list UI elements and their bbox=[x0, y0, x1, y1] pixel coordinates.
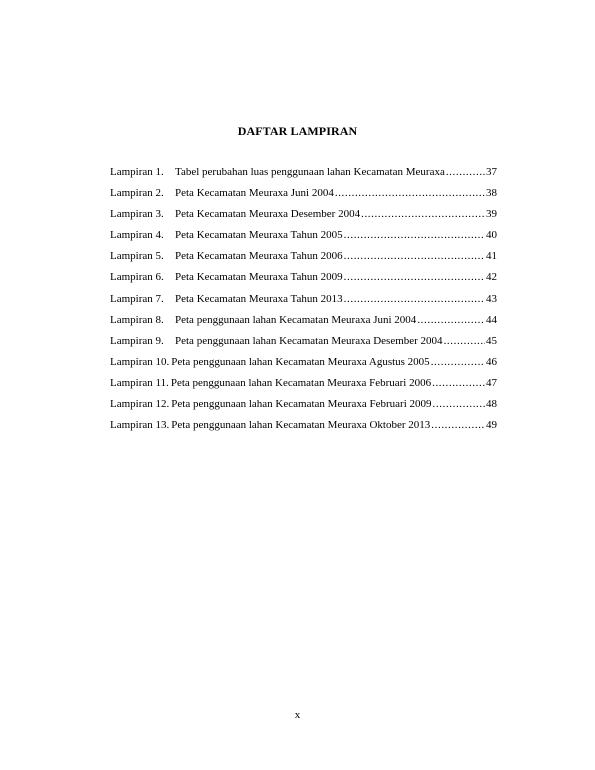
appendix-label: Lampiran 10. bbox=[110, 355, 170, 368]
appendix-list bbox=[110, 166, 497, 440]
appendix-title: Peta penggunaan lahan Kecamatan Meuraxa Oktober 2013 bbox=[171, 419, 431, 432]
appendix-title: Peta penggunaan lahan Kecamatan Meuraxa Desember 2004 bbox=[175, 334, 443, 347]
list-item bbox=[110, 229, 497, 250]
list-item bbox=[110, 398, 497, 419]
list-item bbox=[110, 419, 497, 440]
appendix-title: Peta penggunaan lahan Kecamatan Meuraxa Juni 2004 bbox=[175, 313, 417, 326]
appendix-title: Peta penggunaan lahan Kecamatan Meuraxa Februari 2006 bbox=[170, 376, 432, 389]
dot-leader bbox=[344, 293, 485, 306]
appendix-title: Peta penggunaan lahan Kecamatan Meuraxa Februari 2009 bbox=[171, 398, 432, 411]
dot-leader bbox=[417, 314, 485, 327]
page-number: x bbox=[294, 709, 301, 721]
appendix-page-number: 37 bbox=[486, 166, 497, 178]
appendix-label: Lampiran 5. bbox=[110, 250, 164, 263]
appendix-label: Lampiran 9. bbox=[110, 334, 164, 347]
appendix-title: Peta Kecamatan Meuraxa Tahun 2006 bbox=[175, 250, 343, 263]
appendix-page-number: 47 bbox=[486, 376, 497, 389]
appendix-page-number: 38 bbox=[486, 187, 497, 200]
dot-leader bbox=[361, 208, 485, 221]
appendix-title: Peta Kecamatan Meuraxa Tahun 2013 bbox=[175, 292, 343, 305]
appendix-title: Peta Kecamatan Meuraxa Desember 2004 bbox=[175, 208, 361, 221]
list-item bbox=[110, 166, 497, 187]
page-title: DAFTAR LAMPIRAN bbox=[237, 124, 358, 138]
appendix-page-number: 48 bbox=[486, 398, 497, 411]
appendix-label: Lampiran 2. bbox=[110, 187, 164, 200]
appendix-label: Lampiran 1. bbox=[110, 166, 164, 178]
list-item bbox=[110, 356, 497, 377]
dot-leader bbox=[344, 229, 485, 242]
appendix-page-number: 39 bbox=[486, 208, 497, 221]
list-item bbox=[110, 377, 497, 398]
list-item bbox=[110, 208, 497, 229]
appendix-label: Lampiran 13. bbox=[110, 419, 170, 432]
dot-leader bbox=[335, 187, 485, 200]
appendix-title: Tabel perubahan luas penggunaan lahan Kecamatan Meuraxa bbox=[175, 166, 445, 178]
dot-leader bbox=[431, 419, 485, 432]
appendix-page-number: 44 bbox=[486, 313, 497, 326]
dot-leader bbox=[344, 250, 485, 263]
appendix-page-number: 46 bbox=[486, 355, 497, 368]
dot-leader bbox=[344, 271, 485, 284]
dot-leader bbox=[446, 166, 485, 179]
list-item bbox=[110, 335, 497, 356]
appendix-label: Lampiran 6. bbox=[110, 271, 164, 284]
appendix-label: Lampiran 3. bbox=[110, 208, 164, 221]
appendix-label: Lampiran 12. bbox=[110, 398, 170, 411]
appendix-page-number: 45 bbox=[486, 334, 497, 347]
dot-leader bbox=[432, 377, 485, 390]
appendix-title: Peta Kecamatan Meuraxa Juni 2004 bbox=[175, 187, 334, 200]
appendix-page-number: 42 bbox=[486, 271, 497, 284]
dot-leader bbox=[444, 335, 485, 348]
list-item bbox=[110, 293, 497, 314]
appendix-page-number: 49 bbox=[486, 419, 497, 432]
appendix-label: Lampiran 7. bbox=[110, 292, 164, 305]
appendix-label: Lampiran 11. bbox=[110, 376, 169, 389]
list-item bbox=[110, 250, 497, 271]
appendix-title: Peta Kecamatan Meuraxa Tahun 2009 bbox=[175, 271, 343, 284]
appendix-label: Lampiran 8. bbox=[110, 313, 164, 326]
appendix-label: Lampiran 4. bbox=[110, 229, 164, 242]
appendix-title: Peta Kecamatan Meuraxa Tahun 2005 bbox=[175, 229, 343, 242]
appendix-page-number: 40 bbox=[486, 229, 497, 242]
appendix-page-number: 43 bbox=[486, 292, 497, 305]
dot-leader bbox=[433, 398, 486, 411]
appendix-page-number: 41 bbox=[486, 250, 497, 263]
list-item bbox=[110, 314, 497, 335]
appendix-title: Peta penggunaan lahan Kecamatan Meuraxa Agustus 2005 bbox=[171, 355, 430, 368]
list-item bbox=[110, 271, 497, 292]
list-item bbox=[110, 187, 497, 208]
dot-leader bbox=[431, 356, 485, 369]
